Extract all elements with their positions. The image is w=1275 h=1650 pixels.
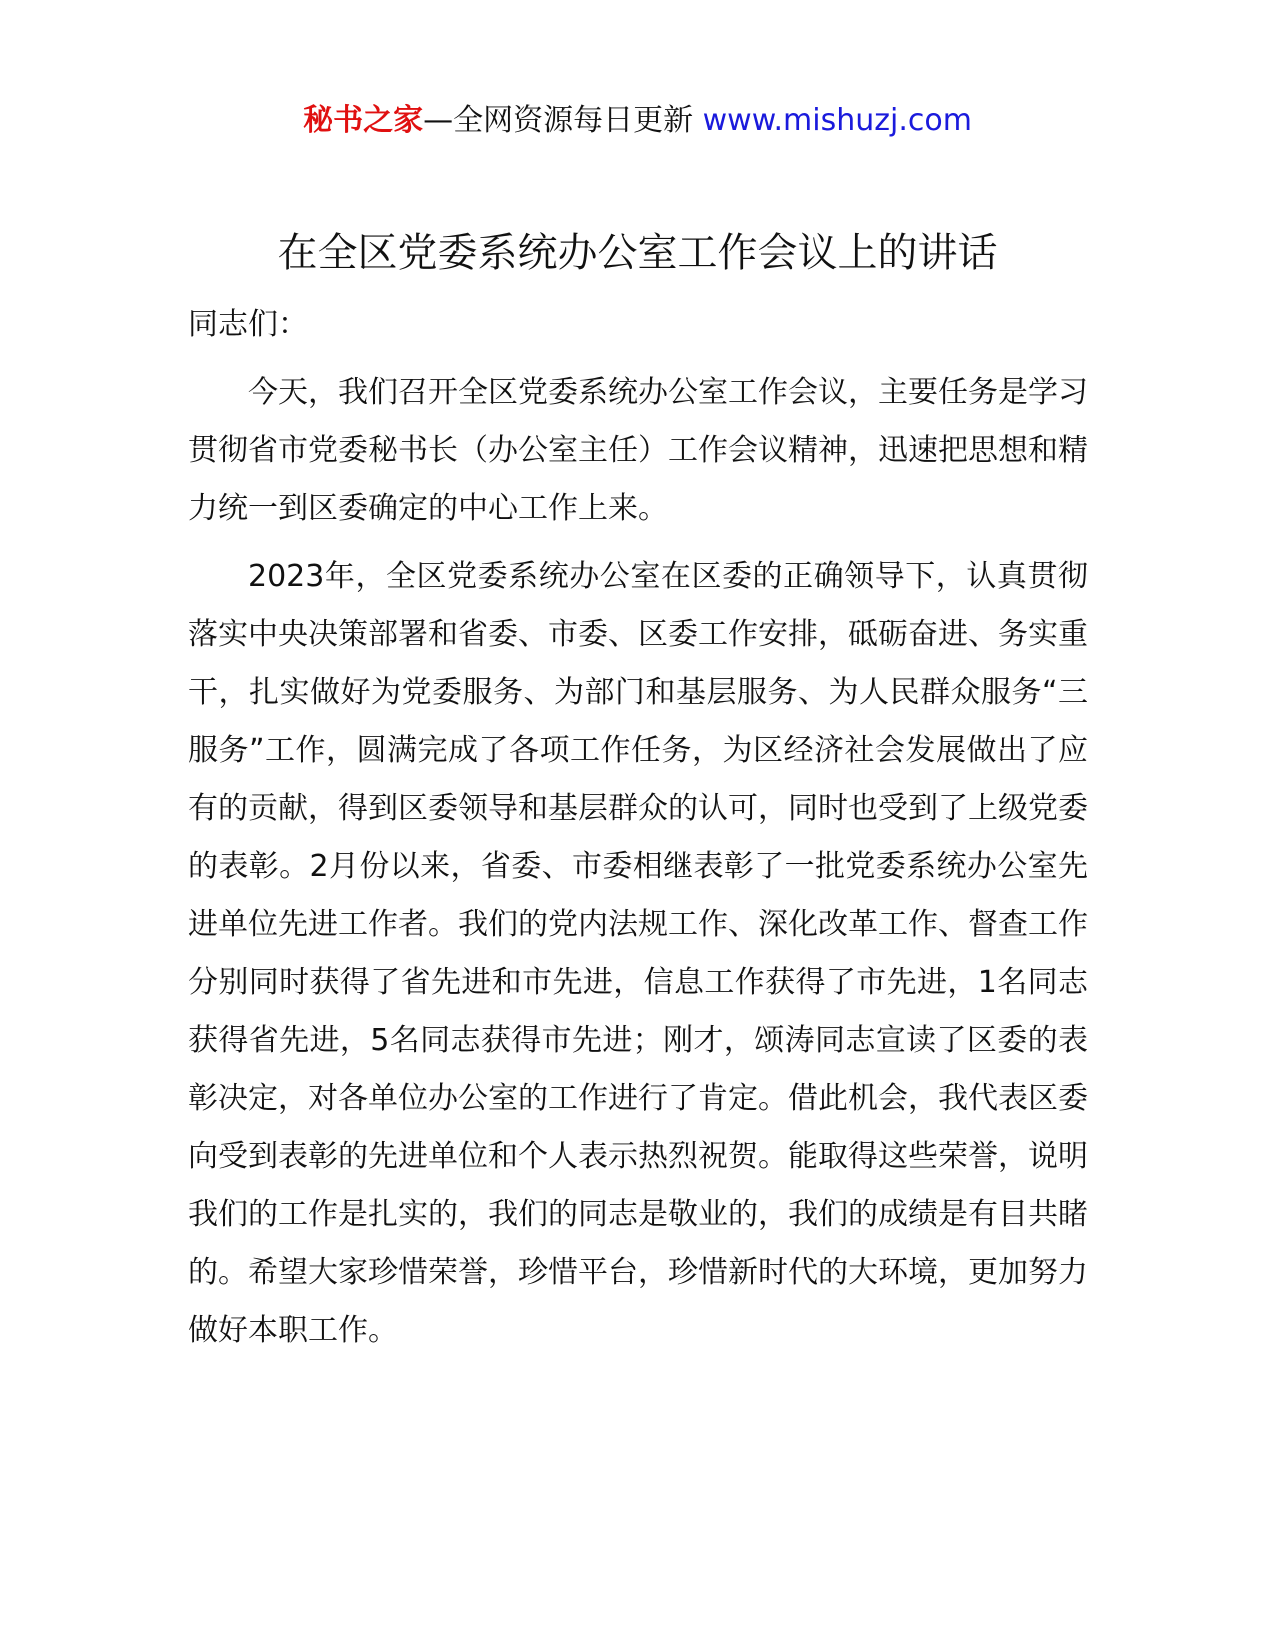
header-tagline: —全网资源每日更新 [423, 103, 694, 138]
paragraph-intro: 今天，我们召开全区党委系统办公室工作会议，主要任务是学习贯彻省市党委秘书长（办公室主任）工作会议精神，迅速把思想和精力统一到区委确定的中心工作上来。 [188, 375, 1088, 526]
site-header [0, 96, 1275, 146]
site-url-link[interactable]: www.mishuzj.com [702, 103, 972, 138]
document-body [188, 296, 1088, 1370]
document-title: 在全区党委系统办公室工作会议上的讲话 [277, 230, 998, 276]
salutation: 同志们： [188, 307, 308, 342]
brand-name: 秘书之家 [303, 103, 424, 138]
paragraph-achievements: 2023年，全区党委系统办公室在区委的正确领导下，认真贯彻落实中央决策部署和省委、市委、区委工作安排，砥砺奋进、务实重干，扎实做好为党委服务、为部门和基层服务、为人民群众服务“三服务”工作，圆满完成了各项工作任务，为区经济社会发展做出了应有的贡献，得到区委领导和基层群众的认可，同时也受到了上级党委的表彰。2月份以来，省委、市委相继表彰了一批党委系统办公室先进单位先进工作者。我们的党内法规工作、深化改革工作、督查工作分别同时获得了省先进和市先进，信息工作获得了市先进，1名同志获得省先进，5名同志获得市先进；刚才，颂涛同志宣读了区委的表彰决定，对各单位办公室的工作进行了肯定。借此机会，我代表区委向受到表彰的先进单位和个人表示热烈祝贺。能取得这些荣誉，说明我们的工作是扎实的，我们的同志是敬业的，我们的成绩是有目共睹的。希望大家珍惜荣誉，珍惜平台，珍惜新时代的大环境，更加努力做好本职工作。 [188, 559, 1088, 1348]
